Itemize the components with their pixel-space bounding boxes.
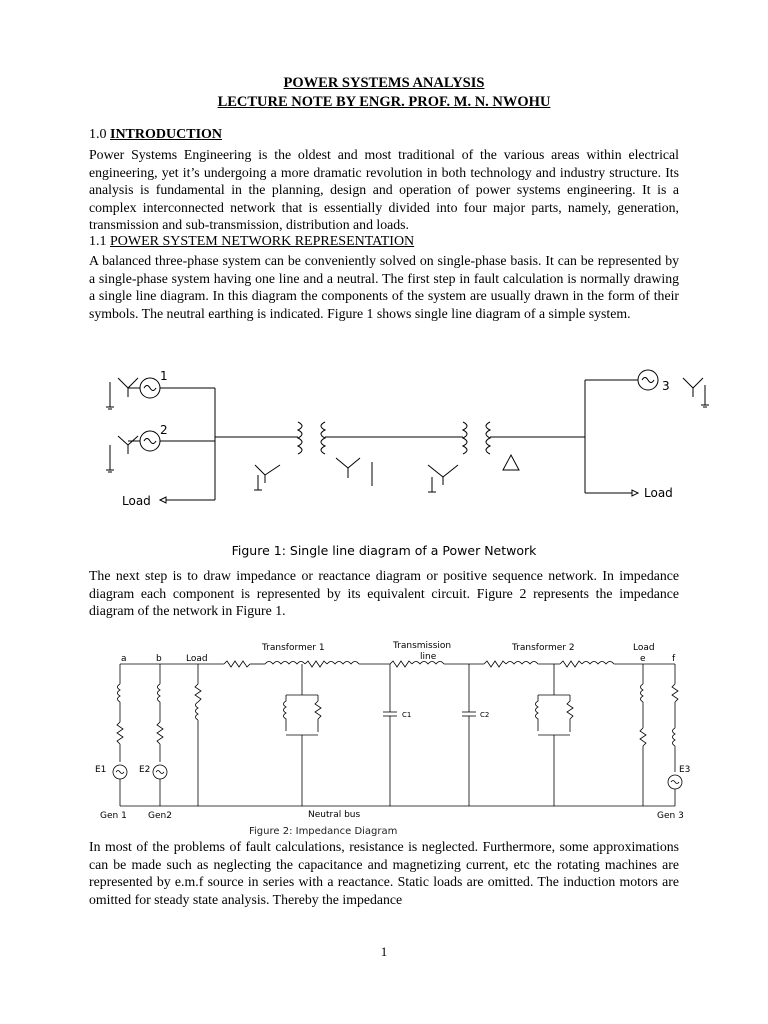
figure-2-impedance-diagram bbox=[0, 636, 768, 826]
series-resistor-1 bbox=[224, 661, 250, 667]
paragraph-introduction: Power Systems Engineering is the oldest and most traditional of the various areas within electrical engineering, yet it’s undergoing a more dramatic revolution in both technology and industry structure. Its analysis is fundamental in the planning, design and operation of power systems engineering. It is a complex interconnected network that is essentially divided into four major parts, namely, generation, transmission and sub-transmission, distribution and loads. bbox=[89, 147, 679, 233]
star-winding-symbol bbox=[336, 458, 372, 486]
paragraph-fault-calculations: In most of the problems of fault calculations, resistance is neglected. Furthermore, some approximations can be made such as neglecting the capacitance and magnetizing current, etc the rotating machines are represented by e.m.f source in series with a reactance. Static loads are omitted. The induction motors are omitted for steady state analysis. Thereby the impedance bbox=[89, 839, 679, 907]
paragraph-network-representation: A balanced three-phase system can be conveniently solved on single-phase basis. It can be represented by a single-phase system having one line and a neutral. The first step in fault calculation is normally drawing a single line diagram. In this diagram the components of the system are usually drawn in the form of their symbols. The neutral earthing is indicated. Figure 1 shows single line diagram of a simple system. bbox=[89, 253, 679, 321]
gen-1-label: Gen 1 bbox=[100, 811, 127, 821]
delta-winding-symbol bbox=[503, 455, 519, 470]
transformer-2-symbol bbox=[463, 422, 490, 454]
emf-e3-label: E3 bbox=[679, 765, 691, 775]
generator-3-symbol bbox=[638, 370, 709, 407]
node-e-label: e bbox=[640, 654, 646, 664]
paragraph-impedance-intro: The next step is to draw impedance or reactance diagram or positive sequence network. In impedance diagram each component is represented by its equivalent circuit. Figure 2 represents the impedance diagram of the network in Figure 1. bbox=[89, 568, 679, 619]
transmission-line-label: Transmission bbox=[393, 641, 452, 651]
transformer-1-reactance bbox=[265, 662, 305, 665]
figure-1-caption: Figure 1: Single line diagram of a Power Network bbox=[231, 543, 537, 558]
transformer-1-label: Transformer 1 bbox=[262, 643, 325, 653]
load-right-label: Load bbox=[633, 643, 655, 653]
capacitor-c1-label: C1 bbox=[402, 711, 412, 719]
load-left-label: Load bbox=[122, 494, 151, 508]
load-right-label: Load bbox=[644, 486, 673, 500]
section-title: POWER SYSTEM NETWORK REPRESENTATION bbox=[110, 234, 415, 249]
document-subtitle: LECTURE NOTE BY ENGR. PROF. M. N. NWOHU bbox=[217, 94, 551, 110]
neutral-bus-label: Neutral bus bbox=[308, 810, 361, 820]
transmission-line-label-2: line bbox=[420, 652, 437, 662]
star-grounded-winding-symbol bbox=[254, 465, 280, 490]
section-number: 1.0 bbox=[89, 127, 107, 142]
section-heading-network-representation bbox=[89, 234, 414, 250]
load-left-label: Load bbox=[186, 654, 208, 664]
emf-e1-label: E1 bbox=[95, 765, 107, 775]
page-number: 1 bbox=[380, 944, 388, 959]
gen-3-label: Gen 3 bbox=[657, 811, 684, 821]
document-title: POWER SYSTEMS ANALYSIS bbox=[283, 75, 485, 91]
gen-2-label: Gen2 bbox=[148, 811, 172, 821]
capacitor-c2-label: C2 bbox=[480, 711, 490, 719]
figure-2-caption: Figure 2: Impedance Diagram bbox=[249, 826, 398, 837]
generator-3-label: 3 bbox=[662, 379, 670, 393]
transformer-1-symbol bbox=[298, 422, 325, 454]
transformer-2-reactance bbox=[506, 662, 538, 665]
emf-e2-label: E2 bbox=[139, 765, 151, 775]
generator-2-label: 2 bbox=[160, 423, 168, 437]
section-number: 1.1 bbox=[89, 234, 107, 249]
section-heading-introduction bbox=[89, 127, 222, 143]
node-b-label: b bbox=[156, 654, 162, 664]
figure-1-single-line-diagram bbox=[0, 360, 768, 520]
node-a-label: a bbox=[121, 654, 127, 664]
node-f-label: f bbox=[672, 654, 676, 664]
generator-1-label: 1 bbox=[160, 369, 168, 383]
section-title: INTRODUCTION bbox=[110, 127, 223, 142]
star-grounded-winding-symbol-2 bbox=[428, 465, 458, 492]
transformer-2-label: Transformer 2 bbox=[512, 643, 575, 653]
transmission-line-resistor bbox=[390, 661, 412, 667]
generator-2-symbol bbox=[106, 431, 215, 472]
